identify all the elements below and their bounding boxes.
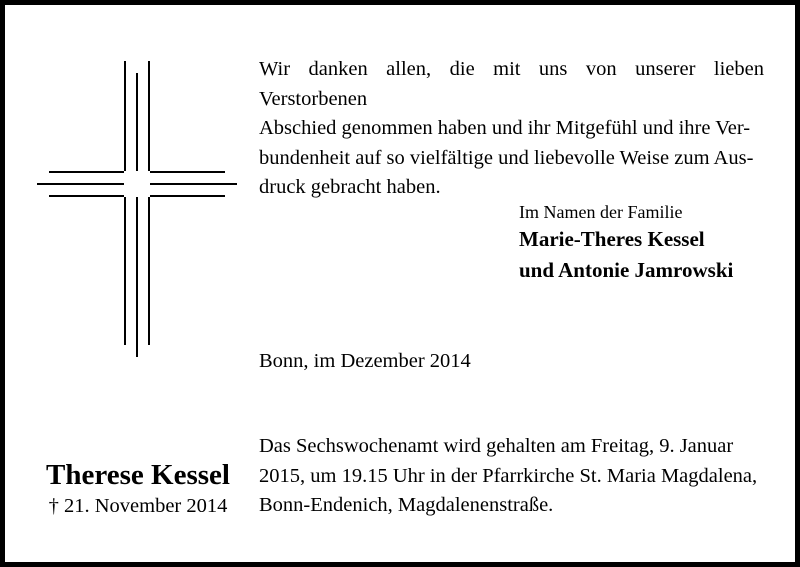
thanks-line: Wir danken allen, die mit uns von unserer lieben Verstorbenen	[259, 58, 764, 110]
deceased-name: Therese Kessel	[46, 459, 230, 491]
place-date: Bonn, im Dezember 2014	[259, 350, 471, 372]
death-date: † 21. November 2014	[48, 495, 228, 517]
thanks-line: bundenheit auf so vielfältige und liebevolle Weise zum Aus-	[259, 146, 754, 169]
signature-intro: Im Namen der Familie	[519, 202, 683, 222]
thanks-paragraph	[259, 55, 764, 203]
signature-name: und Antonie Jamrowski	[519, 258, 734, 282]
cross-icon	[36, 58, 238, 360]
signature-name: Marie-Theres Kessel	[519, 227, 705, 251]
mass-notice-line: 2015, um 19.15 Uhr in der Pfarrkirche St. Maria Magdalena,	[259, 464, 758, 487]
mass-notice	[259, 432, 764, 521]
family-signature	[519, 200, 779, 286]
thanks-line: Abschied genommen haben und ihr Mitgefühl und ihre Ver-	[259, 117, 751, 139]
thanks-line: druck gebracht haben.	[259, 176, 441, 198]
mass-notice-line: Das Sechswochenamt wird gehalten am Freitag, 9. Januar	[259, 435, 734, 457]
mass-notice-line: Bonn-Endenich, Magdalenenstraße.	[259, 494, 554, 516]
